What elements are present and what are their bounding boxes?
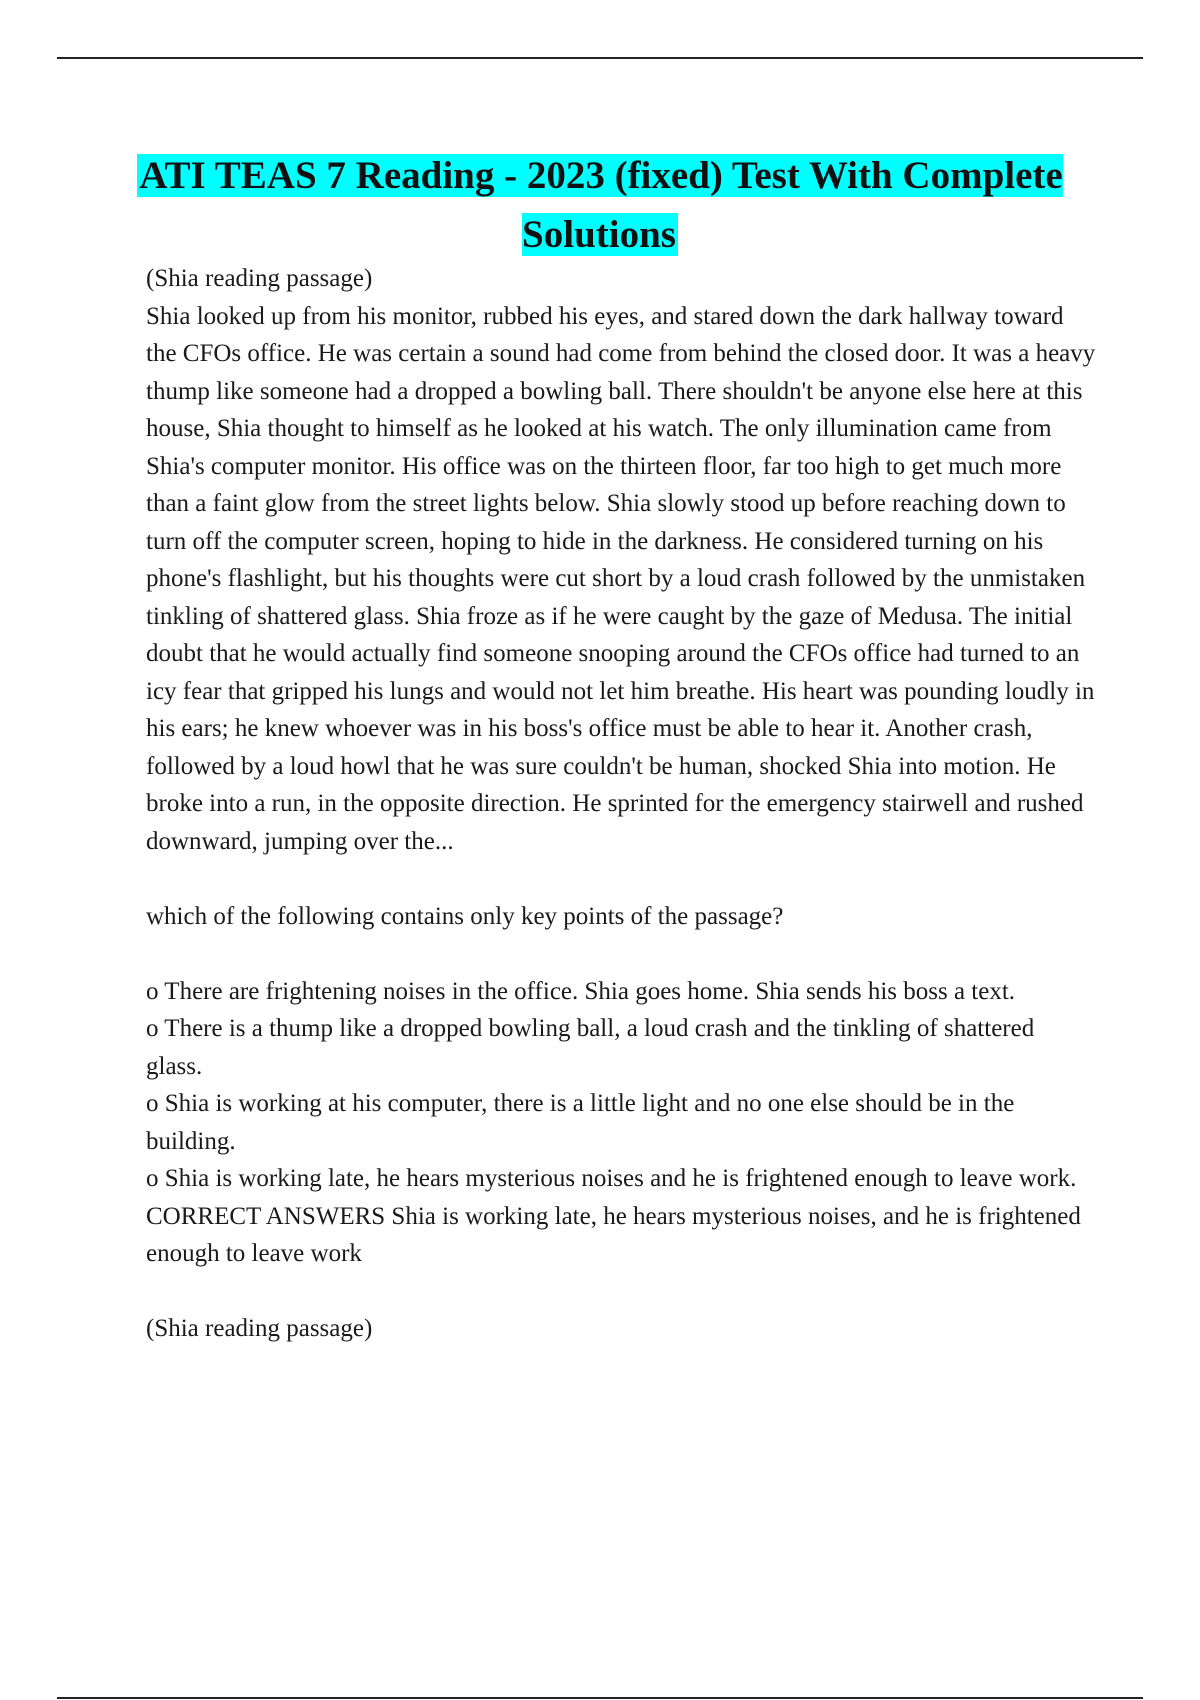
answer-option-2: o There is a thump like a dropped bowling ball, a loud crash and the tinkling of shattered glass. xyxy=(146,1015,1035,1080)
title-block xyxy=(57,146,1143,264)
bottom-rule xyxy=(57,1697,1143,1699)
top-rule xyxy=(57,57,1143,59)
next-passage-label: (Shia reading passage) xyxy=(146,1315,373,1342)
spacer xyxy=(146,1273,1096,1311)
spacer xyxy=(146,860,1096,898)
document-body xyxy=(146,260,1096,1348)
passage-label: (Shia reading passage) xyxy=(146,265,373,292)
answer-option-3: o Shia is working at his computer, there is a little light and no one else should be in the building. xyxy=(146,1090,1015,1155)
answer-option-1: o There are frightening noises in the office. Shia goes home. Shia sends his boss a text. xyxy=(146,977,1016,1005)
spacer xyxy=(146,935,1096,973)
passage-text: Shia looked up from his monitor, rubbed his eyes, and stared down the dark hallway toward the CFOs office. He was certain a sound had come from behind the closed door. It was a heavy thump like someone had a dropped a bowling ball. There shouldn't be anyone else here at this house, Shia thought to himself as he looked at his watch. The only illumination came from Shia's computer monitor. His office was on the thirteen floor, far too high to get much more than a faint glow from the street lights below. Shia slowly stood up before reaching down to turn off the computer screen, hoping to hide in the darkness. He considered turning on his phone's flashlight, but his thoughts were cut short by a loud crash followed by the unmistaken tinkling of shattered glass. Shia froze as if he were caught by the gaze of Medusa. The initial doubt that he would actually find someone snooping around the CFOs office had turned to an icy fear that gripped his lungs and would not let him breathe. His heart was pounding loudly in his ears; he knew whoever was in his boss's office must be able to hear it. Another crash, followed by a loud howl that he was sure couldn't be human, shocked Shia into motion. He broke into a run, in the opposite direction. He sprinted for the emergency stairwell and rushed downward, jumping over the... xyxy=(146,302,1096,855)
page-title xyxy=(57,146,1143,264)
answer-option-4: o Shia is working late, he hears mysterious noises and he is frightened enough to leave work. CORRECT ANSWERS Shia is working late, he hears mysterious noises, and he is frightened enough to leave work xyxy=(146,1165,1081,1267)
question-text: which of the following contains only key points of the passage? xyxy=(146,902,784,930)
title-highlight: ATI TEAS 7 Reading - 2023 (fixed) Test With Complete Solutions xyxy=(139,154,1063,256)
